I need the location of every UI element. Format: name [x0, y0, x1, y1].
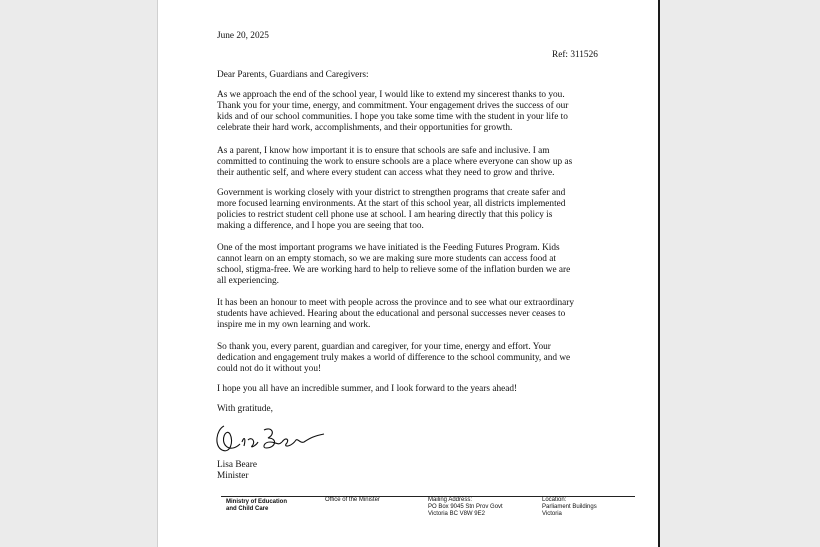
footer-mailing-line: Mailing Address:	[428, 497, 473, 503]
paragraph-line: their authentic self, and where every student can access what they need to grow and thrive.	[217, 168, 555, 178]
paragraph-line: making a difference, and I hope you are seeing that too.	[217, 221, 424, 231]
paragraph-line: celebrate their hard work, accomplishments, and their opportunities for growth.	[217, 123, 513, 133]
paragraph-line: could not do it without you!	[217, 364, 322, 374]
paragraph-line: dedication and engagement truly makes a world of difference to the school community, and we	[217, 353, 571, 363]
paragraph-line: all experiencing.	[217, 276, 279, 286]
paragraph-line: It has been an honour to meet with people across the province and to see what our extraordinary	[217, 298, 575, 308]
paragraph-4	[217, 243, 600, 287]
paragraph-5	[217, 298, 600, 331]
signer-name: Lisa Beare	[217, 460, 258, 470]
paragraph-line: As we approach the end of the school year, I would like to extend my sincerest thanks to you.	[217, 90, 565, 100]
footer-office	[325, 497, 380, 504]
signer-title: Minister	[217, 471, 249, 481]
paragraph-line: policies to restrict student cell phone use at school. I am hearing directly that this policy is	[217, 210, 553, 220]
paragraph-line: cannot learn on an empty stomach, so we are making sure more students can access food at	[217, 254, 556, 264]
paragraph-line: inspire me in my own learning and work.	[217, 320, 371, 330]
paragraph-line: school, stigma-free. We are working hard to help to relieve some of the inflation burden we are	[217, 265, 571, 275]
paragraph-line: One of the most important programs we have initiated is the Feeding Futures Program. Kids	[217, 243, 560, 253]
letter-page	[157, 0, 660, 547]
paragraph-7	[217, 384, 600, 395]
paragraph-line: Thank you for your time, energy, and commitment. Your engagement drives the success of our	[217, 101, 569, 111]
reference-number: Ref: 311526	[552, 50, 598, 60]
paragraph-2	[217, 146, 600, 179]
paragraph-6	[217, 342, 600, 375]
paragraph-line: students have achieved. Hearing about the educational and personal successes never ceases to	[217, 309, 566, 319]
letter-date: June 20, 2025	[217, 31, 269, 41]
paragraph-line: more focused learning environments. At the start of this school year, all districts implemented	[217, 199, 566, 209]
salutation: Dear Parents, Guardians and Caregivers:	[217, 70, 369, 80]
paragraph-line: kids and of our school communities. I hope you take some time with the student in your life to	[217, 112, 568, 122]
footer-ministry	[226, 499, 316, 513]
closing: With gratitude,	[217, 404, 273, 414]
paragraph-line: As a parent, I know how important it is to ensure that schools are safe and inclusive. I am	[217, 146, 550, 156]
footer-location-line: Location:	[542, 497, 567, 503]
footer-ministry-line: Ministry of Education	[226, 499, 288, 505]
footer-mailing-line: PO Box 9045 Stn Prov Govt	[428, 504, 503, 510]
paragraph-line: Government is working closely with your district to strengthen programs that create safer and	[217, 188, 566, 198]
paragraph-line: committed to continuing the work to ensure schools are a place where everyone can show up as	[217, 157, 573, 167]
paragraph-line: I hope you all have an incredible summer, and I look forward to the years ahead!	[217, 384, 518, 394]
footer-mailing-line: Victoria BC V8W 9E2	[428, 511, 485, 517]
paragraph-3	[217, 188, 600, 232]
footer-location-line: Victoria	[542, 511, 562, 517]
footer-location	[542, 497, 597, 518]
paragraph-line: So thank you, every parent, guardian and caregiver, for your time, energy and effort. Your	[217, 342, 551, 352]
footer-mailing-address	[428, 497, 503, 518]
footer-office-line: Office of the Minister	[325, 497, 380, 503]
footer-location-line: Parliament Buildings	[542, 504, 597, 510]
paragraph-1	[217, 90, 600, 134]
footer-ministry-line: and Child Care	[226, 506, 269, 512]
handwritten-signature	[212, 420, 332, 456]
